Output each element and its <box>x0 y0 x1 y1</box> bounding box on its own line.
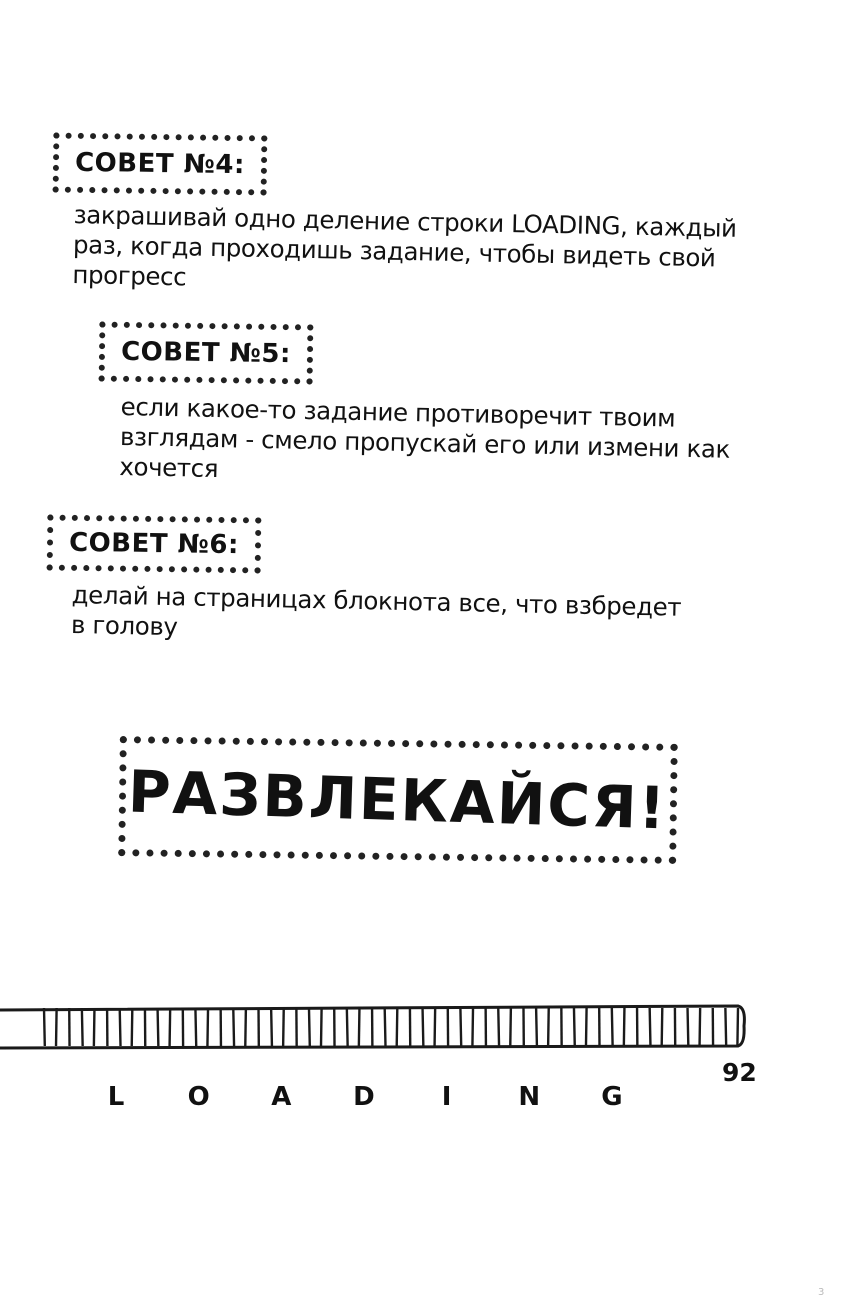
loading-segment-divider[interactable] <box>435 1008 436 1046</box>
loading-segment-divider[interactable] <box>650 1008 651 1046</box>
loading-segment-divider[interactable] <box>725 1008 726 1046</box>
tip-4-label-text: СОВЕТ №4: <box>74 147 246 181</box>
page-number: 92 <box>722 1058 757 1087</box>
loading-segment-divider[interactable] <box>271 1008 272 1046</box>
loading-segment-divider[interactable] <box>612 1008 613 1046</box>
loading-letter: G <box>601 1082 623 1112</box>
tip-5-label-text: СОВЕТ №5: <box>120 336 292 370</box>
loading-letter: D <box>353 1082 375 1112</box>
loading-segment-divider[interactable] <box>548 1008 549 1046</box>
loading-segment-divider[interactable] <box>397 1008 398 1046</box>
loading-letter: O <box>187 1082 210 1112</box>
loading-segment-divider[interactable] <box>574 1008 575 1046</box>
tip-6-label-text: СОВЕТ №6: <box>68 527 240 561</box>
loading-letter: N <box>518 1082 541 1112</box>
loading-segment-divider[interactable] <box>385 1008 386 1046</box>
loading-segment-divider[interactable] <box>423 1008 424 1046</box>
tip-4-label <box>53 133 268 196</box>
tip-5-label <box>99 322 314 385</box>
tip-6-label <box>47 515 262 574</box>
loading-letter: I <box>441 1082 452 1112</box>
loading-segment-divider[interactable] <box>94 1008 95 1046</box>
loading-segment-divider[interactable] <box>56 1008 57 1046</box>
loading-segment-divider[interactable] <box>688 1008 689 1046</box>
loading-segment-divider[interactable] <box>700 1008 701 1046</box>
loading-segment-divider[interactable] <box>207 1008 208 1046</box>
loading-letter: L <box>107 1082 125 1112</box>
headline-text: РАЗВЛЕКАЙСЯ! <box>127 757 669 843</box>
loading-segment-divider[interactable] <box>132 1008 133 1046</box>
loading-segment-divider[interactable] <box>472 1008 473 1046</box>
loading-segment-divider[interactable] <box>662 1008 663 1046</box>
loading-label <box>104 1082 624 1112</box>
loading-segment-divider[interactable] <box>510 1008 511 1046</box>
loading-segment-divider[interactable] <box>321 1008 322 1046</box>
loading-segment-divider[interactable] <box>245 1008 246 1046</box>
loading-segment-divider[interactable] <box>460 1008 461 1046</box>
loading-segment-divider[interactable] <box>359 1008 360 1046</box>
loading-segment-divider[interactable] <box>624 1008 625 1046</box>
tip-6-text: делай на страницах блокнота все, что взбредет в голову <box>70 580 682 642</box>
loading-segment-divider[interactable] <box>170 1008 171 1046</box>
loading-segment-divider[interactable] <box>283 1008 284 1046</box>
loading-segment-divider[interactable] <box>233 1008 234 1046</box>
sheet-mark: 3 <box>818 1287 825 1298</box>
loading-segment-divider[interactable] <box>498 1008 499 1046</box>
loading-segment-divider[interactable] <box>536 1008 537 1046</box>
loading-progress-bar[interactable] <box>0 1000 750 1052</box>
loading-segment-divider[interactable] <box>309 1008 310 1046</box>
tip-4-text: закрашивай одно деление строки LOADING, каждый раз, когда проходишь задание, чтобы видеть свой прогресс <box>72 200 737 292</box>
loading-segment-divider[interactable] <box>158 1008 159 1046</box>
loading-letter: A <box>271 1082 292 1112</box>
loading-segment-divider[interactable] <box>347 1008 348 1046</box>
loading-segment-divider[interactable] <box>120 1008 121 1046</box>
tip-5-text: если какое-то задание противоречит твоим взглядам - смело пропускай его или измени как хочется <box>119 392 731 484</box>
headline-box <box>118 736 678 864</box>
loading-segment-divider[interactable] <box>586 1008 587 1046</box>
loading-segment-divider[interactable] <box>82 1008 83 1046</box>
loading-segment-divider[interactable] <box>737 1008 738 1046</box>
loading-segment-divider[interactable] <box>44 1008 45 1046</box>
loading-segment-divider[interactable] <box>195 1008 196 1046</box>
